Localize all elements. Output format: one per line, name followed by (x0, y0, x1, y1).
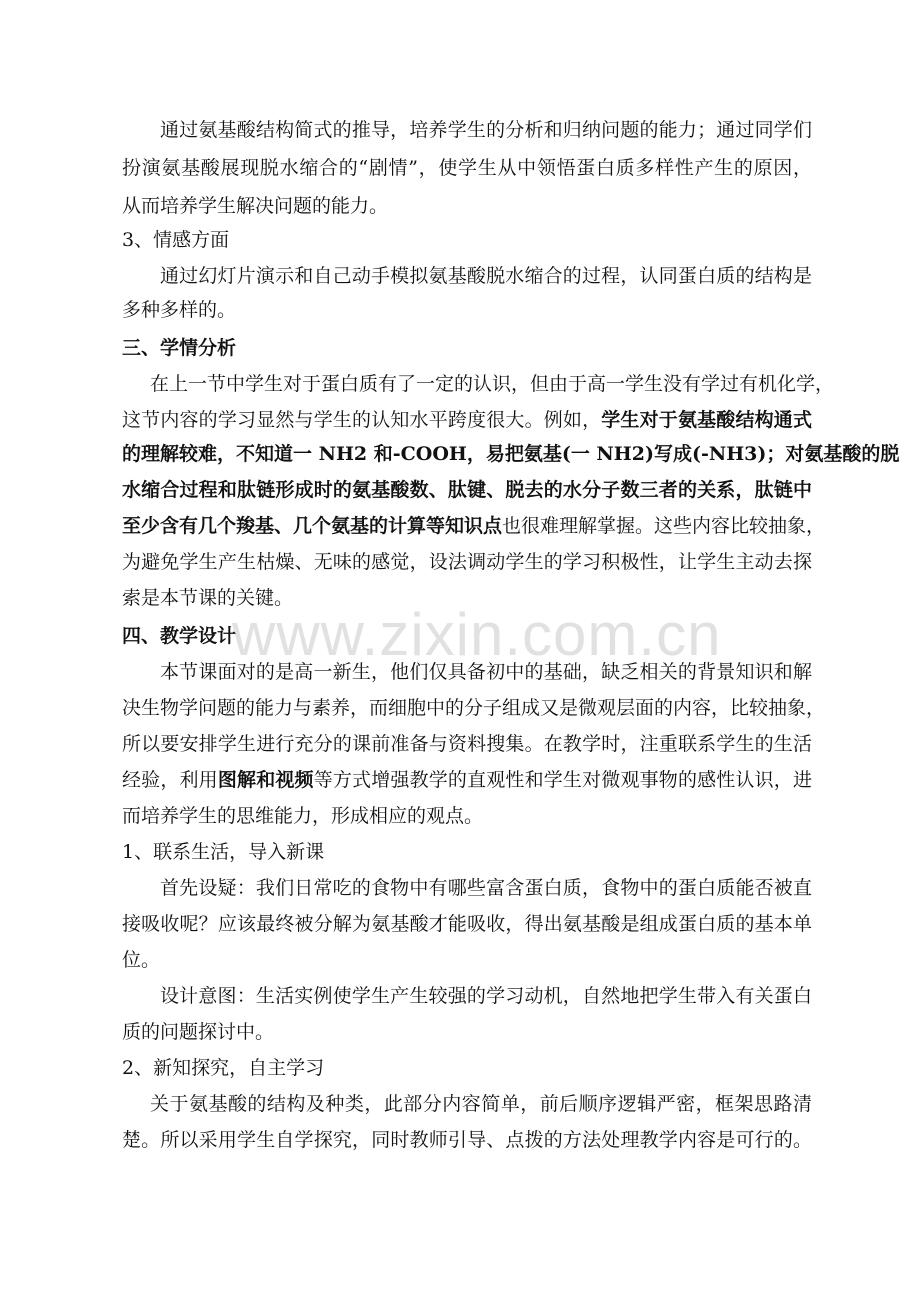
section-heading: 1、联系生活，导入新课 (122, 841, 325, 863)
text-run: 这节内容的学习显然与学生的认知水平跨度很大。例如， (122, 409, 602, 431)
paragraph-line: 通过氨基酸结构简式的推导，培养学生的分析和归纳问题的能力；通过同学们 (160, 119, 812, 141)
section-heading: 2、新知探究，自主学习 (122, 1057, 325, 1079)
paragraph-line: 设计意图：生活实例使学生产生较强的学习动机，自然地把学生带入有关蛋白 (160, 985, 812, 1007)
paragraph-line (122, 514, 826, 538)
paragraph-line: 接吸收呢？应该最终被分解为氨基酸才能吸收，得出氨基酸是组成蛋白质的基本单 (122, 913, 812, 935)
section-heading: 四、教学设计 (122, 625, 237, 647)
paragraph-line: 多种多样的。 (122, 299, 237, 321)
text-run: 等方式增强教学的直观性和学生对微观事物的感性认识，进 (313, 769, 812, 791)
paragraph-line-bold: 水缩合过程和肽链形成时的氨基酸数、肽键、脱去的水分子数三者的关系，肽链中 (122, 479, 812, 501)
paragraph-line: 为避免学生产生枯燥、无味的感觉，设法调动学生的学习积极性，让学生主动去探 (122, 551, 812, 573)
paragraph-line: 所以要安排学生进行充分的课前准备与资料搜集。在教学时，注重联系学生的生活 (122, 733, 812, 755)
section-heading: 三、学情分析 (122, 337, 237, 359)
text-run: 经验，利用 (122, 769, 218, 791)
paragraph-line: 而培养学生的思维能力，形成相应的观点。 (122, 805, 484, 827)
paragraph-line-bold: 的理解较难，不知道一 NH2 和-COOH，易把氨基(一 NH2)写成(-NH3)；对氨基酸的脱 (122, 443, 900, 465)
paragraph-line: 质的问题探讨中。 (122, 1021, 275, 1043)
paragraph-line: 决生物学问题的能力与素养，而细胞中的分子组成又是微观层面的内容，比较抽象， (122, 697, 826, 719)
paragraph-line: 本节课面对的是高一新生，他们仅具备初中的基础，缺乏相关的背景知识和解 (160, 661, 812, 683)
paragraph-line: 索是本节课的关键。 (122, 587, 294, 609)
paragraph-line: 楚。所以采用学生自学探究，同时教师引导、点拨的方法处理教学内容是可行的。 (122, 1129, 812, 1151)
paragraph-line (122, 768, 812, 792)
emphasis-text: 学生对于氨基酸结构通式 (601, 409, 812, 431)
paragraph-line: 从而培养学生解决问题的能力。 (122, 195, 389, 217)
paragraph-line: 关于氨基酸的结构及种类，此部分内容简单，前后顺序逻辑严密，框架思路清 (150, 1093, 812, 1115)
section-heading: 3、情感方面 (122, 229, 230, 251)
text-run: 也很难理解掌握。这些内容比较抽象， (502, 515, 826, 537)
paragraph-line: 位。 (122, 949, 161, 971)
watermark: www.zixin.com.cn (232, 601, 722, 668)
paragraph-line: 通过幻灯片演示和自己动手模拟氨基酸脱水缩合的过程，认同蛋白质的结构是 (160, 265, 812, 287)
emphasis-text: 至少含有几个羧基、几个氨基的计算等知识点 (122, 515, 503, 537)
paragraph-line (122, 408, 812, 432)
paragraph-line: 首先设疑：我们日常吃的食物中有哪些富含蛋白质，食物中的蛋白质能否被直 (160, 877, 812, 899)
paragraph-line: 在上一节中学生对于蛋白质有了一定的认识，但由于高一学生没有学过有机化学， (150, 373, 835, 395)
emphasis-text: 图解和视频 (217, 769, 314, 791)
paragraph-line: 扮演氨基酸展现脱水缩合的“剧情”，使学生从中领悟蛋白质多样性产生的原因， (122, 157, 812, 179)
